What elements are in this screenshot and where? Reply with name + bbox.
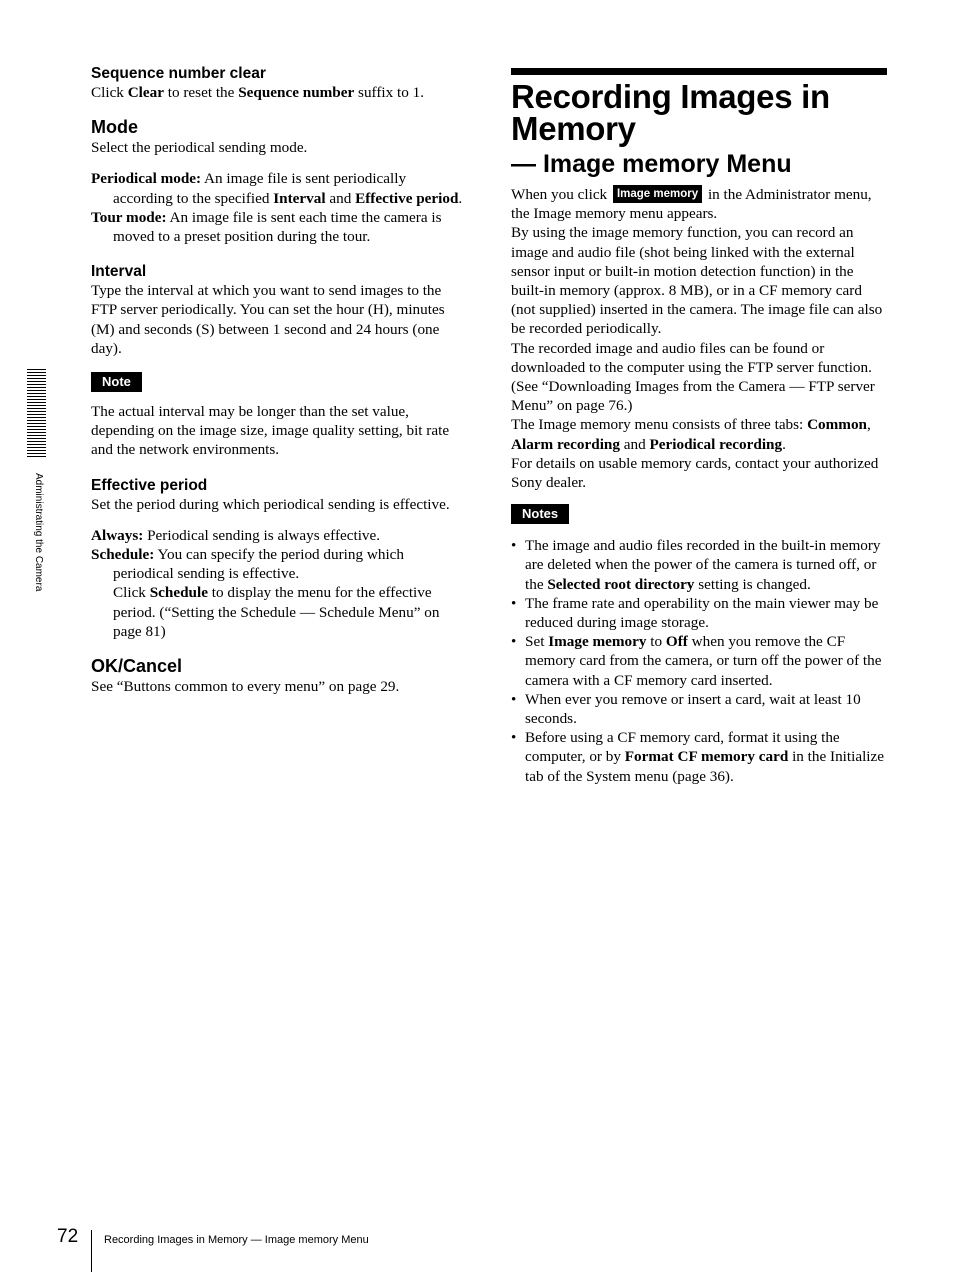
ok-cancel-text: See “Buttons common to every menu” on page 29. (91, 678, 400, 696)
interval-note-text: The actual interval may be longer than the set value, depending on the image size, image quality setting, bit rate and the network environments. (91, 403, 450, 459)
paragraph-ftp: The recorded image and audio files can be found or downloaded to the computer using the FTP server function. (See “Downloading Images from the Camera — FTP server Menu” on page 76.) (511, 339, 875, 415)
effective-period-intro: Set the period during which periodical sending is effective. (91, 495, 450, 513)
list-item: • The image and audio files recorded in the built-in memory are deleted when the power of the camera is turned off, or the Selected root directory setting is changed. (511, 536, 887, 594)
left-column (91, 64, 466, 696)
notes-label: Notes (511, 504, 569, 524)
title-rule (511, 68, 887, 75)
note-label: Note (91, 372, 142, 392)
section-tab-label: Administrating the Camera (33, 473, 44, 592)
heading-ok-cancel: OK/Cancel (91, 656, 183, 677)
heading-effective-period: Effective period (91, 476, 208, 494)
paragraph-dealer: For details on usable memory cards, contact your authorized Sony dealer. (511, 454, 879, 492)
section-tab-marker (27, 369, 46, 459)
sequence-number-clear-text: Click Clear to reset the Sequence number suffix to 1. (91, 84, 424, 101)
right-column (511, 68, 887, 786)
footer-divider (91, 1230, 92, 1272)
paragraph-function: By using the image memory function, you can record an image and audio file (shot being linked with the external sensor input or built-in motion detection function) in the built-in memory (approx. 8 MB), or in a CF memory card (not supplied) inserted in the camera. The image file can also be recorded periodically. (511, 224, 883, 338)
definition-schedule: Schedule: You can specify the period during which periodical sending is effective. Click Schedule to display the menu for the effective period. (“Setting the Schedule — Schedule Menu” on page 81) (91, 546, 440, 640)
list-item: • When ever you remove or insert a card, wait at least 10 seconds. (511, 690, 887, 728)
page-number: 72 (57, 1226, 79, 1247)
definition-always: Always: Periodical sending is always effective. (91, 526, 381, 544)
definition-periodical-mode: Periodical mode: An image file is sent periodically according to the specified Interval and Effective period. (91, 170, 463, 207)
heading-mode: Mode (91, 117, 138, 138)
heading-interval: Interval (91, 263, 147, 281)
mode-intro: Select the periodical sending mode. (91, 139, 308, 157)
list-item: • Set Image memory to Off when you remove the CF memory card from the camera, or turn off the power of the camera with a CF memory card inserted. (511, 632, 887, 690)
list-item: • Before using a CF memory card, format it using the computer, or by Format CF memory card in the Initialize tab of the System menu (page 36). (511, 728, 887, 786)
interval-text: Type the interval at which you want to send images to the FTP server periodically. You can set the hour (H), minutes (M) and seconds (S) between 1 second and 24 hours (one day). (91, 282, 445, 357)
page-subtitle: — Image memory Menu (511, 150, 792, 178)
image-memory-button-graphic: Image memory (613, 185, 702, 203)
list-item: • The frame rate and operability on the main viewer may be reduced during image storage. (511, 594, 887, 632)
heading-sequence-number-clear: Sequence number clear (91, 65, 266, 82)
notes-list (511, 536, 887, 786)
intro-text: When you click Image memory in the Administrator menu, the Image memory menu appears. (511, 186, 872, 223)
running-footer: Recording Images in Memory — Image memory Menu (104, 1234, 369, 1246)
definition-tour-mode: Tour mode: An image file is sent each time the camera is moved to a preset position during the tour. (91, 208, 442, 246)
page-title: Recording Images in Memory (511, 78, 830, 147)
paragraph-tabs: The Image memory menu consists of three tabs: Common, Alarm recording and Periodical recording. (511, 416, 871, 453)
